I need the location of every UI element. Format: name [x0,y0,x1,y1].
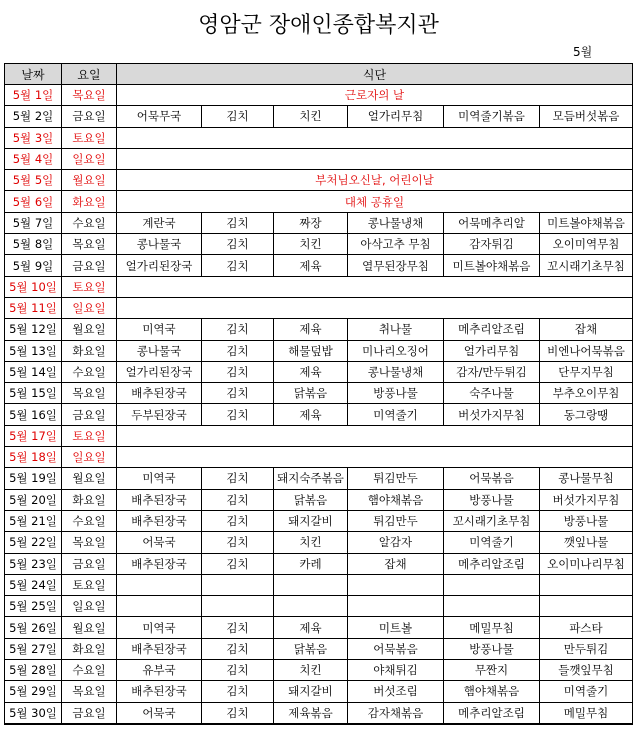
row-date: 5월 26일 [5,617,62,638]
page-title: 영암군 장애인종합복지관 [198,13,439,38]
menu-item: 메추리알조림 [444,702,540,724]
row-date: 5월 24일 [5,574,62,595]
menu-item: 김치 [202,361,274,382]
table-row [5,510,633,531]
menu-item: 제육 [274,255,348,276]
row-weekday: 목요일 [62,681,117,702]
menu-item [348,596,444,617]
menu-item: 김치 [202,617,274,638]
menu-item: 배추된장국 [117,489,202,510]
menu-item: 아삭고추 무침 [348,234,444,255]
row-weekday: 화요일 [62,489,117,510]
menu-item: 미트볼 [348,617,444,638]
menu-item: 치킨 [274,106,348,127]
menu-item: 어묵볶음 [348,638,444,659]
row-date: 5월 2일 [5,106,62,127]
table-row [5,553,633,574]
table-row [5,617,633,638]
holiday-note [117,297,633,318]
menu-item: 배추된장국 [117,383,202,404]
menu-item: 어묵볶음 [444,468,540,489]
row-weekday: 화요일 [62,638,117,659]
menu-item [274,574,348,595]
menu-item: 무짠지 [444,660,540,681]
menu-item: 미역줄기 [540,681,633,702]
holiday-note [117,127,633,148]
row-date: 5월 29일 [5,681,62,702]
menu-item: 부추오이무침 [540,383,633,404]
menu-item [202,596,274,617]
row-date: 5월 25일 [5,596,62,617]
menu-item: 숙주나물 [444,383,540,404]
menu-item: 방풍나물 [348,383,444,404]
table-row [5,255,633,276]
menu-item: 어묵메추리알 [444,212,540,233]
row-weekday: 수요일 [62,361,117,382]
table-row [5,468,633,489]
row-date: 5월 15일 [5,383,62,404]
menu-item: 오이미역무침 [540,234,633,255]
row-weekday: 월요일 [62,468,117,489]
menu-item: 미역줄기볶음 [444,106,540,127]
menu-item: 꼬시래기초무침 [540,255,633,276]
menu-item: 김치 [202,468,274,489]
row-date: 5월 22일 [5,532,62,553]
row-weekday: 수요일 [62,510,117,531]
row-weekday: 토요일 [62,574,117,595]
menu-item: 닭볶음 [274,638,348,659]
menu-item: 카레 [274,553,348,574]
row-weekday: 일요일 [62,148,117,169]
menu-item [444,574,540,595]
table-row [5,191,633,212]
menu-item: 얼가리된장국 [117,361,202,382]
row-weekday: 금요일 [62,255,117,276]
holiday-note [117,276,633,297]
menu-item: 햄야채볶음 [444,681,540,702]
menu-item: 메밀무침 [444,617,540,638]
menu-item: 잡채 [348,553,444,574]
menu-item: 김치 [202,489,274,510]
table-row [5,681,633,702]
menu-item: 열무된장무침 [348,255,444,276]
table-row [5,702,633,724]
menu-item: 유부국 [117,660,202,681]
menu-item [540,574,633,595]
menu-item: 두부된장국 [117,404,202,425]
menu-item: 얼가리된장국 [117,255,202,276]
menu-item: 튀김만두 [348,468,444,489]
menu-item: 계란국 [117,212,202,233]
table-row [5,638,633,659]
menu-item: 짜장 [274,212,348,233]
menu-item: 어묵무국 [117,106,202,127]
row-weekday: 금요일 [62,106,117,127]
menu-item: 파스타 [540,617,633,638]
row-date: 5월 16일 [5,404,62,425]
table-row [5,574,633,595]
row-weekday: 일요일 [62,596,117,617]
menu-item: 김치 [202,319,274,340]
menu-item: 김치 [202,106,274,127]
menu-item: 콩나물냉채 [348,361,444,382]
menu-item: 콩나물무침 [540,468,633,489]
row-weekday: 목요일 [62,234,117,255]
menu-item: 김치 [202,234,274,255]
menu-item: 꼬시래기초무침 [444,510,540,531]
menu-item: 배추된장국 [117,510,202,531]
menu-item: 오이미나리무침 [540,553,633,574]
menu-item [202,574,274,595]
menu-item: 잡채 [540,319,633,340]
row-weekday: 일요일 [62,447,117,468]
menu-item: 튀김만두 [348,510,444,531]
menu-item [540,596,633,617]
menu-item: 김치 [202,510,274,531]
menu-item: 김치 [202,404,274,425]
row-weekday: 토요일 [62,127,117,148]
menu-item [348,574,444,595]
menu-item: 돼지갈비 [274,681,348,702]
menu-item: 치킨 [274,234,348,255]
menu-item: 방풍나물 [540,510,633,531]
row-date: 5월 23일 [5,553,62,574]
menu-item: 김치 [202,212,274,233]
table-row [5,532,633,553]
holiday-note: 대체 공휴일 [117,191,633,212]
table-row [5,425,633,446]
menu-item: 배추된장국 [117,681,202,702]
menu-item: 해물덮밥 [274,340,348,361]
header-date: 날짜 [5,64,62,85]
row-weekday: 화요일 [62,191,117,212]
menu-item: 메밀무침 [540,702,633,724]
row-weekday: 월요일 [62,170,117,191]
holiday-note [117,425,633,446]
row-date: 5월 10일 [5,276,62,297]
row-date: 5월 7일 [5,212,62,233]
row-date: 5월 8일 [5,234,62,255]
row-date: 5월 3일 [5,127,62,148]
table-row [5,489,633,510]
menu-item: 닭볶음 [274,489,348,510]
menu-item: 김치 [202,340,274,361]
menu-item: 야채튀김 [348,660,444,681]
row-weekday: 목요일 [62,532,117,553]
menu-item: 미트볼야채볶음 [540,212,633,233]
row-weekday: 일요일 [62,297,117,318]
table-row [5,127,633,148]
row-date: 5월 11일 [5,297,62,318]
row-weekday: 금요일 [62,553,117,574]
table-row [5,297,633,318]
holiday-note [117,447,633,468]
menu-item: 미역줄기 [348,404,444,425]
row-weekday: 월요일 [62,319,117,340]
menu-item: 닭볶음 [274,383,348,404]
header-menu: 식단 [117,64,633,85]
menu-item: 취나물 [348,319,444,340]
menu-item: 메추리알조림 [444,553,540,574]
menu-item: 김치 [202,681,274,702]
row-weekday: 목요일 [62,85,117,106]
menu-item: 방풍나물 [444,489,540,510]
row-weekday: 수요일 [62,660,117,681]
row-weekday: 월요일 [62,617,117,638]
menu-item: 김치 [202,702,274,724]
menu-item: 콩나물국 [117,234,202,255]
menu-item: 깻잎나물 [540,532,633,553]
menu-item: 얼가리무침 [444,340,540,361]
menu-item: 김치 [202,553,274,574]
row-weekday: 금요일 [62,404,117,425]
table-row [5,319,633,340]
table-row [5,340,633,361]
menu-item [274,596,348,617]
table-row [5,276,633,297]
menu-item: 미역국 [117,617,202,638]
menu-item: 김치 [202,532,274,553]
menu-item: 감자튀김 [444,234,540,255]
holiday-note: 부처님오신날, 어린이날 [117,170,633,191]
row-date: 5월 17일 [5,425,62,446]
menu-item: 제육 [274,404,348,425]
menu-item: 얼가리무침 [348,106,444,127]
row-date: 5월 9일 [5,255,62,276]
table-row [5,85,633,106]
row-weekday: 목요일 [62,383,117,404]
menu-item: 미트볼야채볶음 [444,255,540,276]
row-date: 5월 1일 [5,85,62,106]
menu-item: 미역국 [117,468,202,489]
menu-item: 제육볶음 [274,702,348,724]
menu-item: 김치 [202,660,274,681]
menu-item: 방풍나물 [444,638,540,659]
menu-item: 콩나물냉채 [348,212,444,233]
menu-item: 배추된장국 [117,638,202,659]
table-row [5,596,633,617]
menu-item: 만두튀김 [540,638,633,659]
menu-item: 제육 [274,319,348,340]
menu-item: 어묵국 [117,702,202,724]
menu-item: 어묵국 [117,532,202,553]
table-header-row [5,64,633,85]
menu-item: 버섯조림 [348,681,444,702]
menu-item: 미역줄기 [444,532,540,553]
menu-item: 김치 [202,638,274,659]
row-date: 5월 18일 [5,447,62,468]
menu-item: 배추된장국 [117,553,202,574]
menu-item: 김치 [202,383,274,404]
header-weekday: 요일 [62,64,117,85]
menu-item: 김치 [202,255,274,276]
table-row [5,148,633,169]
month-label: 5월 [573,45,593,59]
row-date: 5월 30일 [5,702,62,724]
row-date: 5월 28일 [5,660,62,681]
menu-item: 알감자 [348,532,444,553]
row-date: 5월 4일 [5,148,62,169]
menu-item: 미역국 [117,319,202,340]
table-row [5,170,633,191]
table-row [5,660,633,681]
table-row [5,447,633,468]
row-weekday: 금요일 [62,702,117,724]
holiday-note: 근로자의 날 [117,85,633,106]
menu-item: 감자/만두튀김 [444,361,540,382]
row-weekday: 화요일 [62,340,117,361]
holiday-note [117,148,633,169]
row-date: 5월 21일 [5,510,62,531]
table-row [5,212,633,233]
menu-item: 버섯가지무침 [540,489,633,510]
menu-item [117,574,202,595]
menu-item: 동그랑땡 [540,404,633,425]
menu-item [117,596,202,617]
table-row [5,361,633,382]
table-row [5,234,633,255]
row-date: 5월 27일 [5,638,62,659]
row-date: 5월 5일 [5,170,62,191]
row-date: 5월 13일 [5,340,62,361]
menu-item: 메추리알조림 [444,319,540,340]
menu-item: 들깻잎무침 [540,660,633,681]
menu-item: 단무지무침 [540,361,633,382]
menu-item: 버섯가지무침 [444,404,540,425]
menu-item: 미나리오징어 [348,340,444,361]
menu-item: 제육 [274,617,348,638]
row-date: 5월 14일 [5,361,62,382]
table-row [5,106,633,127]
meal-table [4,63,633,725]
menu-item: 감자채볶음 [348,702,444,724]
table-row [5,383,633,404]
menu-item: 제육 [274,361,348,382]
menu-item: 치킨 [274,532,348,553]
row-date: 5월 20일 [5,489,62,510]
menu-item: 모듬버섯볶음 [540,106,633,127]
row-date: 5월 12일 [5,319,62,340]
row-date: 5월 6일 [5,191,62,212]
row-weekday: 수요일 [62,212,117,233]
menu-item: 콩나물국 [117,340,202,361]
row-weekday: 토요일 [62,425,117,446]
row-weekday: 토요일 [62,276,117,297]
menu-item: 돼지갈비 [274,510,348,531]
menu-item: 치킨 [274,660,348,681]
menu-item [444,596,540,617]
row-date: 5월 19일 [5,468,62,489]
table-row [5,404,633,425]
menu-item: 햄야채볶음 [348,489,444,510]
menu-item: 돼지숙주볶음 [274,468,348,489]
menu-item: 비엔나어묵볶음 [540,340,633,361]
